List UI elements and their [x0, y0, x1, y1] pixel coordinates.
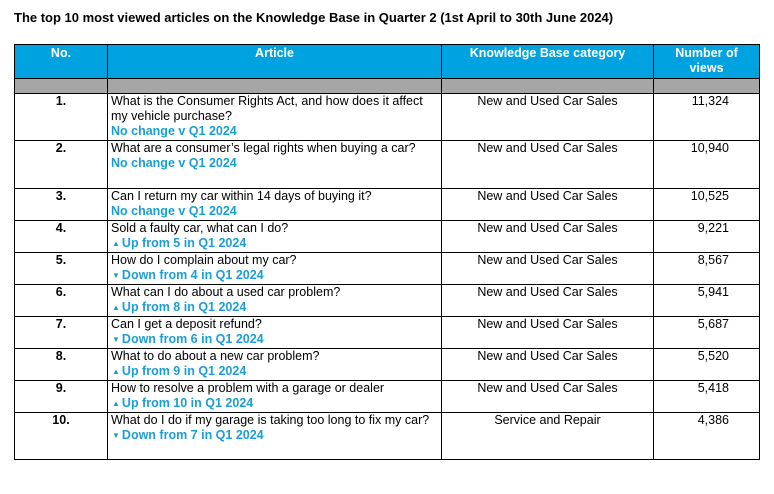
views-cell: 10,525: [654, 189, 760, 221]
category-cell: New and Used Car Sales: [442, 221, 654, 253]
article-link[interactable]: What do I do if my garage is taking too long to fix my car?: [111, 413, 430, 427]
header-no: No.: [15, 45, 108, 79]
table-row: [15, 221, 760, 253]
category-cell: Service and Repair: [442, 413, 654, 460]
table-row: [15, 141, 760, 189]
header-views: Number of views: [654, 45, 760, 79]
rank-change: [111, 124, 438, 139]
up-arrow-icon: ▲: [112, 367, 120, 376]
table-row: [15, 253, 760, 285]
rank-change-text: No change v Q1 2024: [111, 156, 237, 170]
category-cell: New and Used Car Sales: [442, 94, 654, 141]
rank-change-text: No change v Q1 2024: [111, 124, 237, 138]
article-link[interactable]: How to resolve a problem with a garage or dealer: [111, 381, 385, 395]
down-arrow-icon: ▼: [112, 335, 120, 344]
rank-change-text: Up from 9 in Q1 2024: [121, 364, 247, 378]
article-link[interactable]: Can I return my car within 14 days of buying it?: [111, 189, 372, 203]
rank-change: [111, 204, 438, 219]
spacer-row: [15, 79, 760, 94]
article-link[interactable]: How do I complain about my car?: [111, 253, 297, 267]
views-cell: 5,418: [654, 381, 760, 413]
category-cell: New and Used Car Sales: [442, 381, 654, 413]
row-number: 3.: [15, 189, 108, 221]
row-number: 5.: [15, 253, 108, 285]
row-number: 1.: [15, 94, 108, 141]
rank-change: [111, 268, 438, 283]
article-link[interactable]: What can I do about a used car problem?: [111, 285, 341, 299]
article-link[interactable]: What is the Consumer Rights Act, and how does it affect my vehicle purchase?: [111, 94, 423, 123]
rank-change: [111, 156, 438, 171]
category-cell: New and Used Car Sales: [442, 285, 654, 317]
views-cell: 4,386: [654, 413, 760, 460]
views-cell: 11,324: [654, 94, 760, 141]
article-link[interactable]: Sold a faulty car, what can I do?: [111, 221, 289, 235]
row-number: 10.: [15, 413, 108, 460]
article-link[interactable]: What are a consumer’s legal rights when buying a car?: [111, 141, 416, 155]
row-number: 8.: [15, 349, 108, 381]
up-arrow-icon: ▲: [112, 303, 120, 312]
article-link[interactable]: What to do about a new car problem?: [111, 349, 320, 363]
rank-change-text: Down from 7 in Q1 2024: [121, 428, 264, 442]
header-article: Article: [108, 45, 442, 79]
table-row: [15, 413, 760, 460]
top-articles-table: [14, 44, 760, 460]
rank-change-text: No change v Q1 2024: [111, 204, 237, 218]
views-cell: 5,941: [654, 285, 760, 317]
table-row: [15, 285, 760, 317]
rank-change: [111, 332, 438, 347]
up-arrow-icon: ▲: [112, 399, 120, 408]
category-cell: New and Used Car Sales: [442, 253, 654, 285]
rank-change: [111, 236, 438, 251]
table-row: [15, 189, 760, 221]
rank-change-text: Up from 8 in Q1 2024: [121, 300, 247, 314]
rank-change: [111, 396, 438, 411]
views-cell: 5,520: [654, 349, 760, 381]
category-cell: New and Used Car Sales: [442, 189, 654, 221]
views-cell: 8,567: [654, 253, 760, 285]
table-row: [15, 317, 760, 349]
rank-change-text: Up from 10 in Q1 2024: [121, 396, 254, 410]
header-category: Knowledge Base category: [442, 45, 654, 79]
up-arrow-icon: ▲: [112, 239, 120, 248]
rank-change-text: Down from 4 in Q1 2024: [121, 268, 264, 282]
views-cell: 10,940: [654, 141, 760, 189]
header-row: [15, 45, 760, 79]
down-arrow-icon: ▼: [112, 271, 120, 280]
page-title: The top 10 most viewed articles on the Knowledge Base in Quarter 2 (1st April to 30th June 2024): [14, 10, 614, 25]
category-cell: New and Used Car Sales: [442, 317, 654, 349]
row-number: 7.: [15, 317, 108, 349]
down-arrow-icon: ▼: [112, 431, 120, 440]
category-cell: New and Used Car Sales: [442, 349, 654, 381]
table-row: [15, 349, 760, 381]
row-number: 6.: [15, 285, 108, 317]
rank-change: [111, 300, 438, 315]
rank-change-text: Up from 5 in Q1 2024: [121, 236, 247, 250]
row-number: 4.: [15, 221, 108, 253]
rank-change: [111, 364, 438, 379]
rank-change-text: Down from 6 in Q1 2024: [121, 332, 264, 346]
table-row: [15, 381, 760, 413]
row-number: 9.: [15, 381, 108, 413]
views-cell: 5,687: [654, 317, 760, 349]
rank-change: [111, 428, 438, 443]
category-cell: New and Used Car Sales: [442, 141, 654, 189]
views-cell: 9,221: [654, 221, 760, 253]
row-number: 2.: [15, 141, 108, 189]
table-row: [15, 94, 760, 141]
article-link[interactable]: Can I get a deposit refund?: [111, 317, 262, 331]
